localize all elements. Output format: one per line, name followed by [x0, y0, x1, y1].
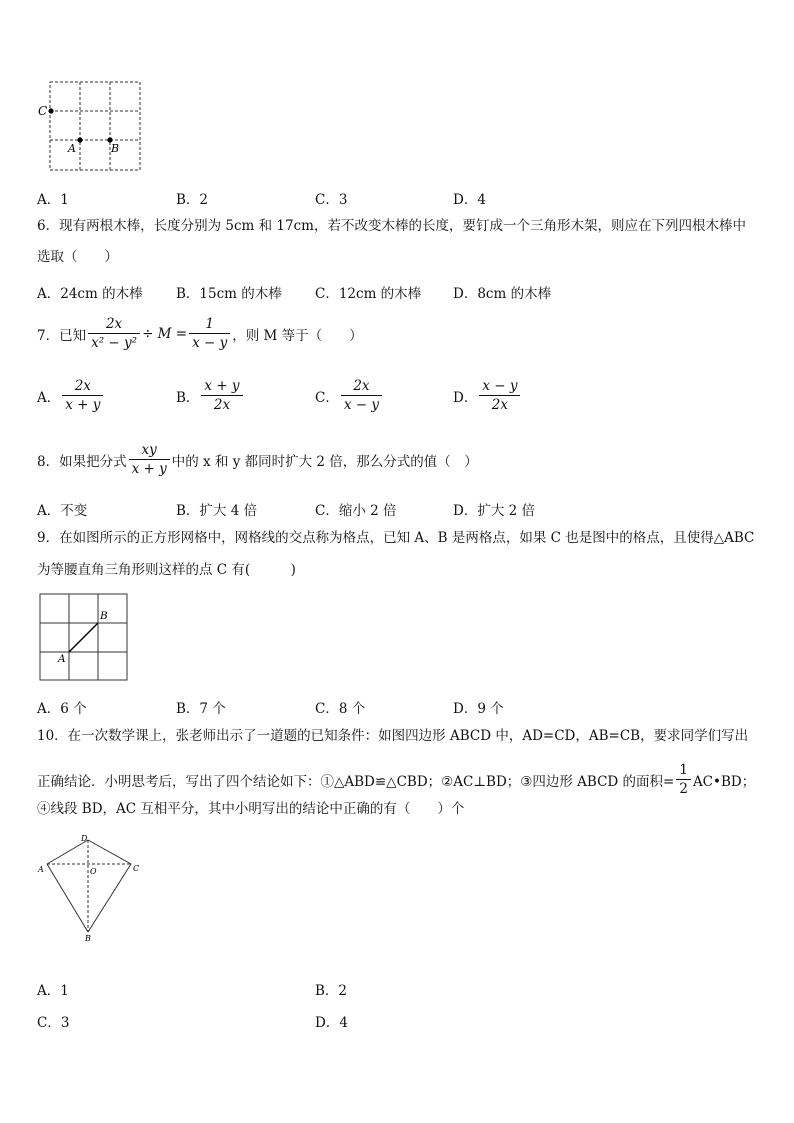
q7-option-b-den: 2x — [213, 397, 231, 413]
q7-option-d-letter: D． — [453, 389, 478, 406]
q8-option-c[interactable]: C．缩小 2 倍 — [315, 503, 397, 519]
q10-kite-figure — [36, 832, 146, 944]
q9-option-b[interactable]: B．7 个 — [176, 701, 226, 717]
q7-prefix: 7．已知 — [37, 327, 87, 344]
q8-stem — [37, 442, 478, 477]
label-a: A — [68, 142, 76, 155]
q9-grid-figure — [38, 592, 132, 684]
q5-option-b[interactable]: B．2 — [176, 192, 209, 208]
q8-frac — [129, 442, 170, 477]
q7-option-b-num: x + y — [201, 378, 242, 396]
q8-frac-num: xy — [129, 442, 170, 460]
label-c: C — [38, 104, 48, 118]
q7-option-a-num: 2x — [62, 378, 103, 396]
q10-stem-line2 — [37, 762, 755, 797]
q6-option-a[interactable]: A．24cm 的木棒 — [37, 286, 143, 302]
q7-option-c-letter: C． — [315, 389, 339, 406]
q10-stem-line1: 10．在一次数学课上，张老师出示了一道题的已知条件：如图四边形 ABCD 中，AD=CD，AB=CB，要求同学们写出 — [37, 728, 749, 744]
label-d: D — [81, 834, 88, 843]
q7-frac2 — [189, 316, 230, 351]
q9-stem-line1: 9．在如图所示的正方形网格中，网格线的交点称为格点，已知 A、B 是两格点，如果 C 也是图中的格点，且使得△ABC — [37, 530, 755, 546]
q6-stem-line2: 选取（ ） — [37, 249, 118, 265]
q8-option-d[interactable]: D．扩大 2 倍 — [453, 503, 535, 519]
q7-option-c-num: 2x — [341, 378, 382, 396]
q8-suffix: 中的 x 和 y 都同时扩大 2 倍，那么分式的值（ ） — [171, 453, 478, 470]
q10-option-a[interactable]: A．1 — [37, 983, 69, 999]
q7-frac2-num: 1 — [189, 316, 230, 334]
point-a — [77, 137, 82, 142]
label-b: B — [111, 142, 120, 155]
q10-stem-line3: ④线段 BD，AC 互相平分，其中小明写出的结论中正确的有（ ）个 — [37, 801, 465, 817]
q7-mid: ÷ M = — [142, 325, 188, 342]
q7-option-d-den: 2x — [491, 397, 508, 413]
q7-frac1-den: x² − y² — [91, 335, 138, 351]
point-c — [48, 108, 53, 113]
q7-option-a-letter: A． — [37, 389, 61, 406]
q10-half-den: 2 — [679, 781, 688, 797]
q5-option-c[interactable]: C．3 — [315, 192, 348, 208]
q8-prefix: 8．如果把分式 — [37, 453, 127, 470]
q7-option-d-num: x − y — [479, 378, 520, 396]
label-a: A — [38, 865, 44, 874]
label-c: C — [133, 864, 140, 873]
label-o: O — [90, 867, 97, 876]
q9-stem-line2: 为等腰直角三角形则这样的点 C 有( ) — [37, 562, 296, 578]
q7-option-d[interactable] — [453, 378, 522, 413]
q7-stem — [37, 316, 363, 351]
q7-frac1-num: 2x — [88, 316, 140, 334]
q7-frac2-den: x − y — [192, 335, 228, 351]
q10-half-num: 1 — [676, 762, 691, 780]
q7-option-b-letter: B． — [176, 389, 200, 406]
q10-line2-a: 正确结论．小明思考后，写出了四个结论如下：①△ABD≌△CBD；②AC⊥BD；③四边形 ABCD 的面积= — [37, 773, 675, 790]
label-b: B — [100, 610, 108, 622]
q8-frac-den: x + y — [131, 461, 167, 477]
q6-option-b[interactable]: B．15cm 的木棒 — [176, 286, 282, 302]
q7-option-a-den: x + y — [65, 397, 101, 413]
q8-option-b[interactable]: B．扩大 4 倍 — [176, 503, 258, 519]
label-a: A — [58, 653, 66, 665]
q10-half-frac — [676, 762, 691, 797]
q5-grid-figure — [34, 76, 146, 176]
q6-option-d[interactable]: D．8cm 的木棒 — [453, 286, 552, 302]
q10-option-d[interactable]: D．4 — [315, 1015, 348, 1031]
q5-option-a[interactable]: A．1 — [37, 192, 69, 208]
q8-option-a[interactable]: A．不变 — [37, 503, 88, 519]
q7-option-c[interactable] — [315, 378, 384, 413]
label-b: B — [85, 934, 91, 943]
q7-suffix: ，则 M 等于（ ） — [232, 327, 363, 344]
q5-option-d[interactable]: D．4 — [453, 192, 486, 208]
q10-option-b[interactable]: B．2 — [315, 983, 348, 999]
q9-option-a[interactable]: A．6 个 — [37, 701, 87, 717]
q7-option-c-den: x − y — [343, 397, 379, 413]
segment-ab — [69, 623, 98, 652]
q9-option-d[interactable]: D．9 个 — [453, 701, 504, 717]
q6-stem-line1: 6．现有两根木棒，长度分别为 5cm 和 17cm，若不改变木棒的长度，要钉成一个三角形木架，则应在下列四根木棒中 — [37, 218, 746, 234]
q7-option-a[interactable] — [37, 378, 105, 413]
q10-line2-b: AC•BD； — [692, 773, 756, 790]
q10-option-c[interactable]: C．3 — [37, 1015, 70, 1031]
q7-option-b[interactable] — [176, 378, 245, 413]
q9-option-c[interactable]: C．8 个 — [315, 701, 366, 717]
q7-frac1 — [88, 316, 140, 351]
q6-option-c[interactable]: C．12cm 的木棒 — [315, 286, 422, 302]
